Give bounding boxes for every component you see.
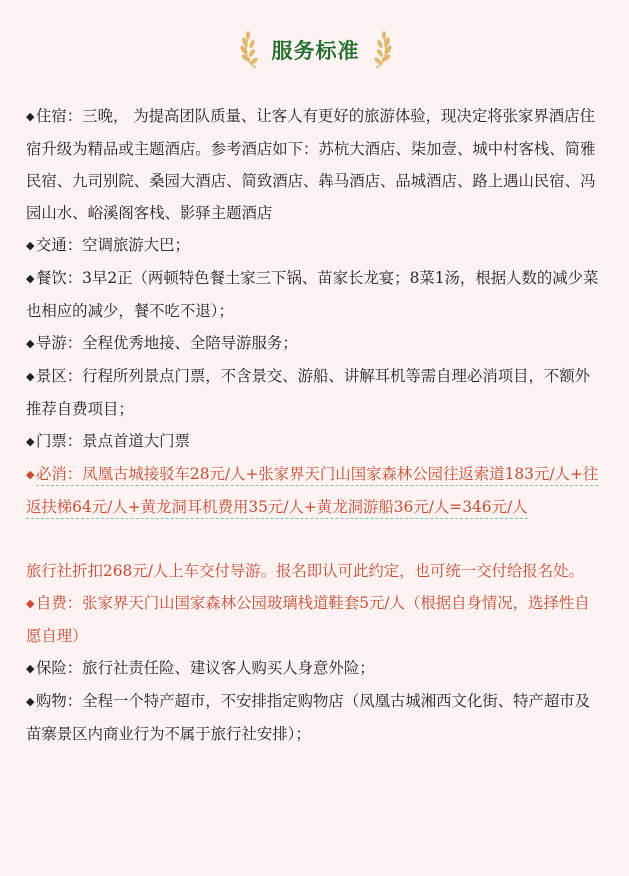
shopping-text: 购物：全程一个特产超市，不安排指定购物店（凤凰古城湘西文化街、特产超市及苗寨景区内商业行为不属于旅行社安排）；: [26, 692, 591, 743]
meals-text: 餐饮：3早2正（两顿特色餐土家三下锅、苗家长龙宴；8菜1汤，根据人数的减少菜也相应的减少，餐不吃不退）；: [26, 269, 599, 320]
bullet-icon: ◆: [26, 239, 35, 252]
laurel-left-icon: [240, 30, 262, 70]
optional-text: 自费：张家界天门山国家森林公园玻璃栈道鞋套5元/人（根据自身情况，选择性自愿自理）: [26, 594, 590, 645]
item-shopping: [26, 685, 605, 750]
item-guide: [26, 327, 605, 360]
bullet-icon: ◆: [26, 597, 35, 610]
item-accommodation: [26, 100, 605, 229]
scenic-text: 景区：行程所列景点门票，不含景交、游船、讲解耳机等需自理必消项目，不额外推荐自费项目；: [26, 367, 591, 418]
page-title: 服务标准: [271, 39, 360, 63]
bullet-icon: ◆: [26, 110, 35, 123]
bullet-icon: ◆: [26, 468, 35, 481]
bullet-icon: ◆: [26, 337, 35, 350]
item-transport: [26, 229, 605, 262]
service-list: [26, 100, 605, 750]
item-mandatory: [26, 458, 605, 523]
laurel-right-icon: [370, 30, 392, 70]
mandatory-text: 必消：凤凰古城接驳车28元/人+张家界天门山国家森林公园往返索道183元/人+往返扶梯64元/人+黄龙洞耳机费用35元/人+黄龙洞游船36元/人=346元/人: [26, 465, 598, 519]
item-optional: [26, 587, 605, 652]
bullet-icon: ◆: [26, 370, 35, 383]
item-meals: [26, 262, 605, 327]
bullet-icon: ◆: [26, 435, 35, 448]
bullet-icon: ◆: [26, 695, 35, 708]
item-tickets: [26, 425, 605, 458]
transport-text: 交通：空调旅游大巴；: [36, 236, 190, 254]
agency-note: 旅行社折扣268元/人上车交付导游。报名即认可此约定，也可统一交付给报名处。: [26, 562, 584, 580]
item-scenic: [26, 360, 605, 425]
insurance-text: 保险：旅行社责任险、建议客人购买人身意外险；: [36, 659, 375, 677]
tickets-text: 门票：景点首道大门票: [36, 432, 190, 450]
guide-text: 导游：全程优秀地接、全陪导游服务；: [36, 334, 298, 352]
bullet-icon: ◆: [26, 272, 35, 285]
item-insurance: [26, 652, 605, 685]
accommodation-text: 住宿：三晚， 为提高团队质量、让客人有更好的旅游体验，现决定将张家界酒店住宿升级为精品或主题酒店。参考酒店如下：苏杭大酒店、柒加壹、城中村客栈、简雅民宿、九司别院、桑园大酒店、简致酒店、犇马酒店、品城酒店、路上遇山民宿、冯园山水、峪溪阁客栈、影驿主题酒店: [26, 107, 596, 222]
bullet-icon: ◆: [26, 662, 35, 675]
section-header: [26, 0, 605, 100]
